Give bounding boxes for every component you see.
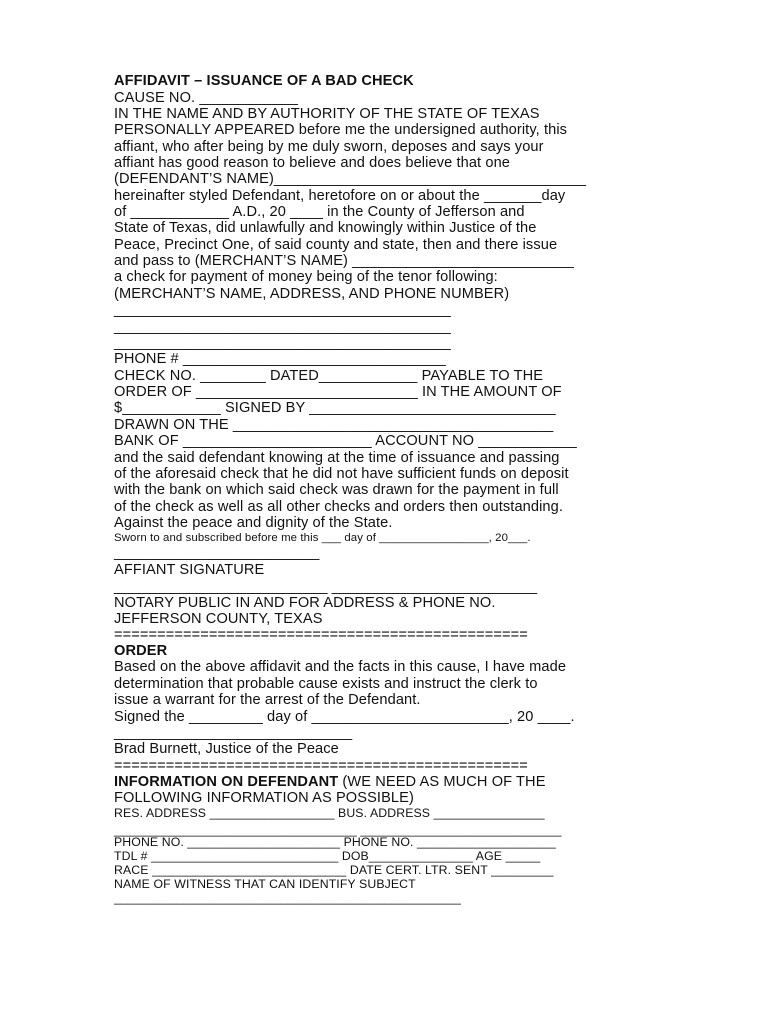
notary-label: NOTARY PUBLIC IN AND FOR ADDRESS & PHONE NO. (114, 595, 496, 611)
signed-date-line: Signed the _________ day of ________________________, 20 ____. (114, 709, 575, 725)
body-line: State of Texas, did unlawfully and knowingly within Justice of the (114, 220, 537, 236)
race-date-fields: RACE ____________________________ DATE CERT. LTR. SENT _________ (114, 863, 554, 877)
amount-signed-line: $____________ SIGNED BY ______________________________ (114, 400, 556, 416)
body-line: hereinafter styled Defendant, heretofore on or about the _______day (114, 188, 566, 204)
check-no-line: CHECK NO. ________ DATED____________ PAYABLE TO THE (114, 368, 544, 384)
info-heading-bold: INFORMATION ON DEFENDANT (114, 774, 339, 790)
body-line: Against the peace and dignity of the State. (114, 515, 393, 531)
order-line: Based on the above affidavit and the facts in this cause, I have made (114, 659, 567, 675)
divider: ================================================ (114, 758, 528, 774)
order-heading: ORDER (114, 643, 168, 659)
witness-label: NAME OF WITNESS THAT CAN IDENTIFY SUBJECT (114, 877, 416, 891)
notary-blanks: __________________________ _________________________ (114, 579, 538, 595)
phone-fields: PHONE NO. ______________________ PHONE NO. ____________________ (114, 835, 556, 849)
bank-account-line: BANK OF _______________________ ACCOUNT NO ____________ (114, 433, 577, 449)
divider: ================================================ (114, 627, 528, 643)
doc-title: AFFIDAVIT – ISSUANCE OF A BAD CHECK (114, 73, 414, 89)
witness-blank: __________________________________________________ (114, 891, 461, 905)
order-of-line: ORDER OF ___________________________ IN THE AMOUNT OF (114, 384, 562, 400)
body-line: with the bank on which said check was drawn for the payment in full (114, 482, 559, 498)
affiant-signature-label: AFFIANT SIGNATURE (114, 562, 265, 578)
body-line: of ____________ A.D., 20 ____ in the County of Jefferson and (114, 204, 525, 220)
body-line: of the check as well as all other checks and orders then outstanding. (114, 499, 564, 515)
blank-line: _________________________________________ (114, 319, 451, 335)
order-line: issue a warrant for the arrest of the Defendant. (114, 692, 421, 708)
judge-name: Brad Burnett, Justice of the Peace (114, 741, 339, 757)
merchant-name-line: and pass to (MERCHANT’S NAME) ___________________________ (114, 253, 575, 269)
judge-signature-blank: _____________________________ (114, 725, 353, 741)
order-line: determination that probable cause exists and instruct the clerk to (114, 676, 538, 692)
body-line: PERSONALLY APPEARED before me the undersigned authority, this (114, 122, 568, 138)
tdl-dob-age-fields: TDL # ___________________________ DOB_______________ AGE _____ (114, 849, 541, 863)
body-line: IN THE NAME AND BY AUTHORITY OF THE STATE OF TEXAS (114, 106, 540, 122)
defendant-name-line: (DEFENDANT’S NAME)______________________________________ (114, 171, 587, 187)
county-label: JEFFERSON COUNTY, TEXAS (114, 611, 323, 627)
body-line: of the aforesaid check that he did not have sufficient funds on deposit (114, 466, 569, 482)
info-heading (114, 774, 546, 791)
sworn-statement: Sworn to and subscribed before me this ___ day of _________________, 20___. (114, 532, 531, 544)
address-fields: RES. ADDRESS __________________ BUS. ADDRESS ________________ (114, 806, 545, 820)
body-line: and the said defendant knowing at the time of issuance and passing (114, 450, 560, 466)
merchant-details-label: (MERCHANT’S NAME, ADDRESS, AND PHONE NUMBER) (114, 286, 510, 302)
address-blanks: ___________________________________ _____________________________ (114, 823, 562, 837)
blank-line: _________________________________________ (114, 335, 451, 351)
body-line: affiant has good reason to believe and does believe that one (114, 155, 511, 171)
phone-line: PHONE # ________________________________ (114, 351, 446, 367)
cause-number: CAUSE NO. ____________ (114, 90, 298, 106)
drawn-on-line: DRAWN ON THE _______________________________________ (114, 417, 554, 433)
body-line: a check for payment of money being of the tenor following: (114, 269, 498, 285)
body-line: Peace, Precinct One, of said county and state, then and there issue (114, 237, 558, 253)
blank-line: _________________________________________ (114, 302, 451, 318)
info-heading-line2: FOLLOWING INFORMATION AS POSSIBLE) (114, 790, 414, 806)
signature-blank: _________________________ (114, 545, 320, 561)
body-line: affiant, who after being by me duly sworn, deposes and says your (114, 139, 544, 155)
info-heading-rest: (WE NEED AS MUCH OF THE (338, 774, 546, 790)
